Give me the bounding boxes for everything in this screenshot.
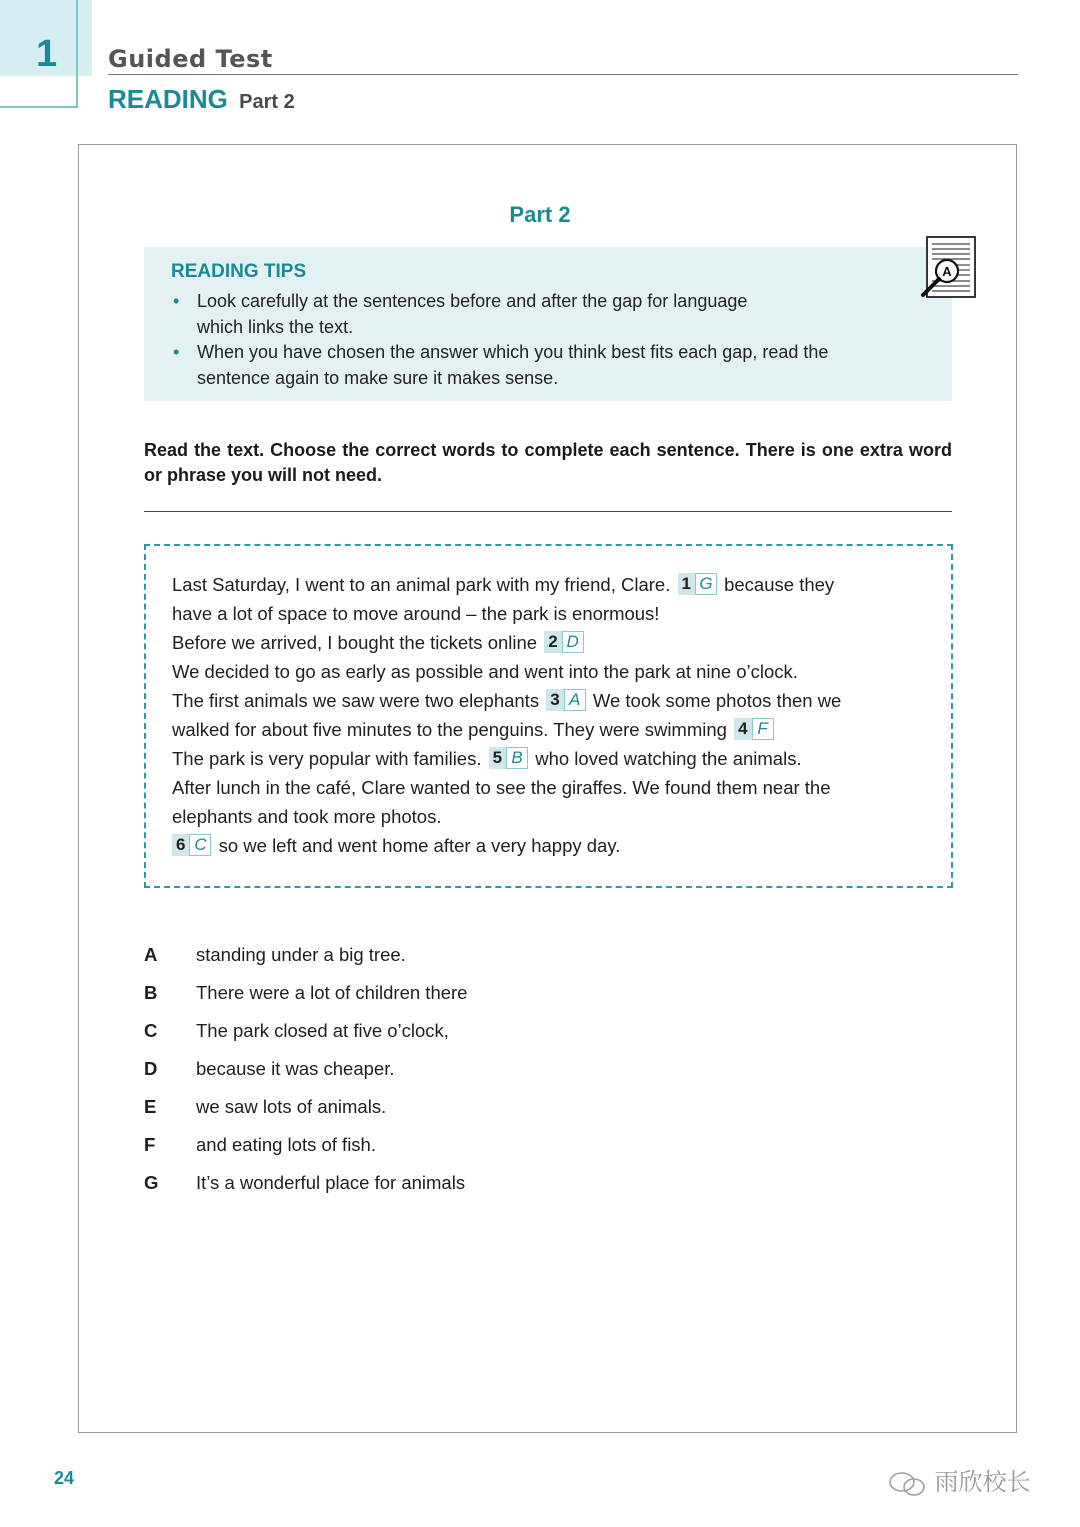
answer-gap[interactable]: 4 F	[734, 718, 773, 740]
unit-number: 1	[36, 33, 58, 75]
answer-gap[interactable]: 2 D	[544, 631, 583, 653]
passage-line: After lunch in the café, Clare wanted to see the giraffes. We found them near the	[172, 777, 831, 798]
tip-item: • Look carefully at the sentences before and after the gap for language which links the text.	[173, 291, 748, 337]
section-part: Part 2	[239, 91, 295, 113]
option-g: G It’s a wonderful place for animals	[144, 1172, 466, 1193]
answer-gap[interactable]: 6 C	[172, 834, 211, 856]
page-number: 24	[54, 1468, 75, 1488]
option-e: E we saw lots of animals.	[144, 1096, 387, 1117]
answer-gap[interactable]: 3 A	[546, 689, 585, 711]
option-b: B There were a lot of children there	[144, 982, 468, 1003]
wechat-icon	[888, 1470, 928, 1498]
passage-line: 6 C so we left and went home after a very happy day.	[172, 831, 932, 860]
passage-line: We decided to go as early as possible and went into the park at nine o’clock.	[172, 661, 798, 682]
reading-tips-title: READING TIPS	[171, 261, 307, 282]
answer-gap[interactable]: 5 B	[489, 747, 528, 769]
magnifier-document-icon	[918, 235, 978, 301]
option-f: F and eating lots of fish.	[144, 1134, 376, 1155]
answer-options	[144, 944, 744, 1210]
passage-line: The first animals we saw were two elephants 3 A We took some photos then we	[172, 690, 842, 711]
task-instruction: Read the text. Choose the correct words to complete each sentence. There is one extra word or phrase you will not need.	[144, 440, 952, 485]
section-name: READING	[108, 84, 228, 114]
header-rule	[108, 74, 1018, 75]
unit-tab-border	[76, 0, 78, 108]
part-title: Part 2	[509, 202, 571, 227]
passage-line: The park is very popular with families. 5 B who loved watching the animals.	[172, 748, 802, 769]
passage-box	[144, 544, 953, 888]
divider	[144, 511, 952, 512]
option-a: A standing under a big tree.	[144, 944, 406, 965]
passage-line: have a lot of space to move around – the park is enormous!	[172, 603, 660, 624]
guided-test-title: Guided Test	[108, 45, 273, 73]
passage-line: elephants and took more photos.	[172, 806, 442, 827]
svg-text:A: A	[942, 264, 952, 279]
option-c: C The park closed at five o’clock,	[144, 1020, 449, 1041]
watermark: 雨欣校长	[888, 1462, 1031, 1498]
bullet-icon: •	[173, 342, 180, 362]
tip-item: • When you have chosen the answer which you think best fits each gap, read the sentence again to make sure it makes sense.	[173, 342, 829, 388]
option-d: D because it was cheaper.	[144, 1058, 395, 1079]
passage-line: Last Saturday, I went to an animal park with my friend, Clare. 1 G because they	[172, 574, 835, 595]
tips-list	[171, 289, 931, 391]
unit-tab-border-bottom	[0, 106, 78, 108]
answer-gap[interactable]: 1 G	[678, 573, 717, 595]
section-heading	[108, 84, 295, 115]
reading-tips-box	[144, 247, 952, 401]
bullet-icon: •	[173, 291, 180, 311]
passage-lines	[172, 570, 932, 860]
passage-line: Before we arrived, I bought the tickets online 2 D	[172, 628, 932, 657]
passage-line: walked for about five minutes to the penguins. They were swimming 4 F	[172, 715, 932, 744]
